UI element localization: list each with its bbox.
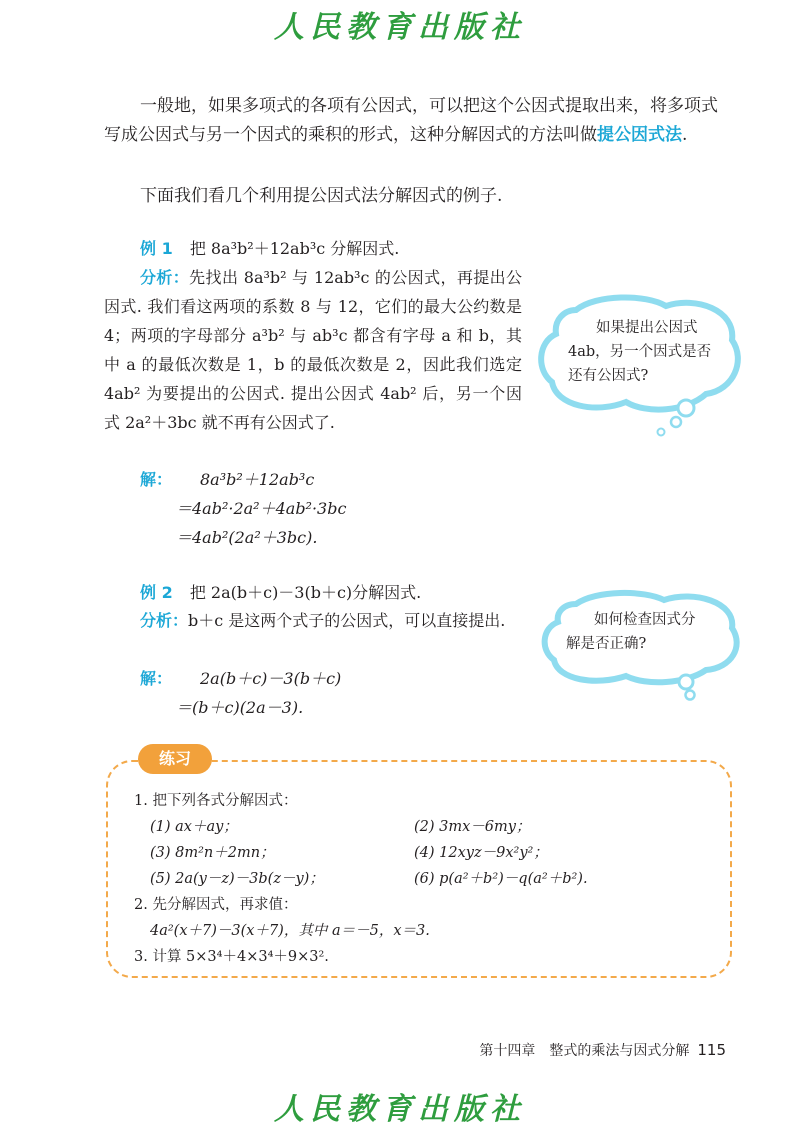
practice-q2-expression: 4a²(x＋7)－3(x＋7)，其中 a＝－5，x＝3. — [150, 923, 430, 939]
publisher-logo: 人民教育出版社 — [274, 10, 526, 45]
example1-analysis-text: 先找出 8a³b² 与 12ab³c 的公因式，再提出公因式. 我们看这两项的系数 8 与 12，它们的最大公约数是 4；两项的字母部分 a³b² 与 ab³c 都含有字母 a 和 b，其中 a 的最低次数是 1，b 的最低次数是 2，因此我们选定 4ab² 为要提出的公因式. 提出公因式 4ab² 后，另一个因式 2a²＋3bc 就不再有公因式了. — [104, 268, 522, 432]
example2-analysis — [104, 606, 522, 635]
example2-solution-line-1: 2a(b＋c)－3(b＋c) — [200, 669, 342, 688]
intro-paragraph-2: 下面我们看几个利用提公因式法分解因式的例子. — [140, 186, 503, 206]
practice-item-2: (2) 3mx－6my； — [414, 819, 531, 835]
example2-analysis-label: 分析： — [140, 611, 189, 630]
practice-item-5: (5) 2a(y－z)－3b(z－y)； — [150, 871, 324, 887]
example2-title: 把 2a(b＋c)－3(b＋c)分解因式. — [189, 583, 422, 602]
intro-period: . — [682, 125, 688, 145]
example2-solution-label: 解： — [140, 669, 173, 688]
cloud1-line-2: 4ab，另一个因式是否 — [568, 344, 712, 360]
practice-q2: 2. 先分解因式，再求值： — [134, 897, 298, 913]
example2-solution-line-2: ＝(b＋c)(2a－3). — [176, 698, 304, 717]
intro-paragraph — [104, 92, 734, 150]
chapter-title: 第十四章 整式的乘法与因式分解 — [479, 1043, 690, 1059]
example1-solution-label: 解： — [140, 470, 173, 489]
cloud2-line-1: 如何检查因式分 — [594, 612, 696, 628]
example1-heading — [140, 234, 399, 263]
example2-analysis-text: b＋c 是这两个式子的公因式，可以直接提出. — [188, 611, 506, 630]
practice-item-3: (3) 8m²n＋2mn； — [150, 845, 275, 861]
example2-heading — [140, 578, 421, 607]
example1-solution-line-2: ＝4ab²·2a²＋4ab²·3bc — [176, 499, 347, 518]
example1-title: 把 8a³b²＋12ab³c 分解因式. — [189, 239, 400, 258]
example1-analysis — [104, 263, 522, 437]
example1-solution-line-3: ＝4ab²(2a²＋3bc). — [176, 528, 318, 547]
cloud2-line-2: 解是否正确? — [566, 636, 647, 652]
practice-q1: 1. 把下列各式分解因式： — [134, 793, 298, 809]
practice-item-1: (1) ax＋ay； — [150, 819, 238, 835]
cloud1-line-1: 如果提出公因式 — [596, 320, 698, 336]
example2-label: 例 2 — [140, 583, 173, 602]
key-term: 提公因式法 — [597, 125, 682, 145]
practice-item-4: (4) 12xyz－9x²y²； — [414, 845, 548, 861]
practice-q3: 3. 计算 5×3⁴＋4×3⁴＋9×3². — [134, 949, 329, 965]
practice-tag: 练习 — [138, 744, 212, 774]
cloud2-text — [566, 608, 736, 656]
cloud1-text — [568, 316, 738, 388]
practice-item-6: (6) p(a²＋b²)－q(a²＋b²). — [414, 871, 588, 887]
example1-analysis-label: 分析： — [140, 268, 190, 287]
page-footer — [479, 1040, 726, 1060]
publisher-logo-bottom: 人民教育出版社 — [274, 1092, 526, 1127]
example1-solution-line-1: 8a³b²＋12ab³c — [200, 470, 315, 489]
page-number: 115 — [697, 1041, 726, 1059]
example1-label: 例 1 — [140, 239, 173, 258]
cloud1-line-3: 还有公因式? — [568, 368, 649, 384]
intro-text: 一般地，如果多项式的各项有公因式，可以把这个公因式提取出来，将多项式写成公因式与另一个因式的乘积的形式，这种分解因式的方法叫做 — [104, 96, 718, 145]
